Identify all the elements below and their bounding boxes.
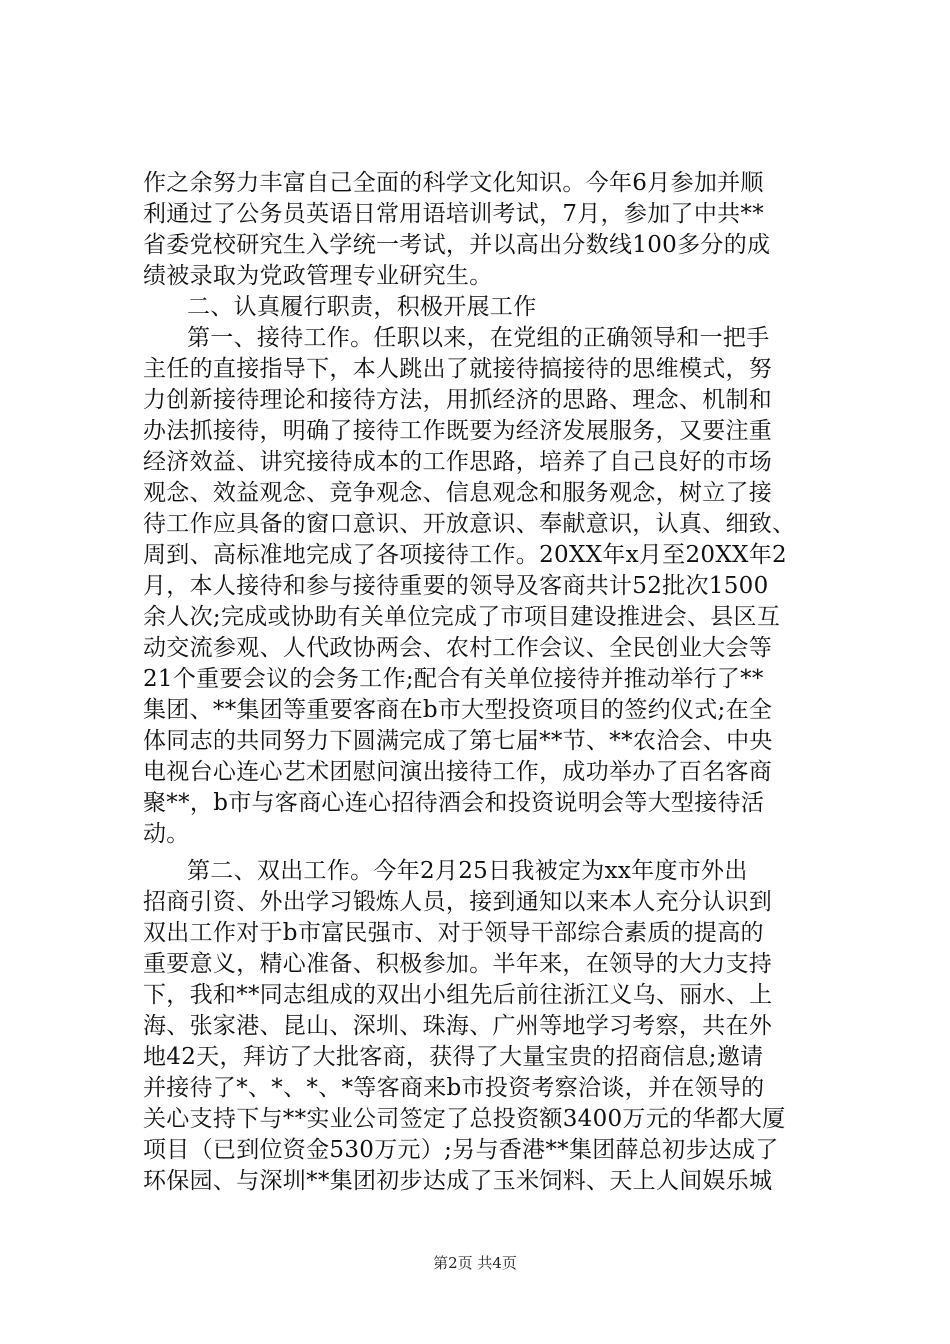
text-line: 并接待了*、*、*、*等客商来b市投资考察洽谈，并在领导的 <box>143 1075 765 1101</box>
paragraph-start: 第一、接待工作。任职以来，在党组的正确领导和一把手 <box>187 325 770 351</box>
text-line: 集团、**集团等重要客商在b市大型投资项目的签约仪式;在全 <box>143 697 773 723</box>
text-line: 余人次;完成或协助有关单位完成了市项目建设推进会、县区互 <box>143 604 781 630</box>
text-line: 项目（已到位资金530万元）;另与香港**集团薛总初步达成了 <box>143 1137 779 1163</box>
text-line: 电视台心连心艺术团慰问演出接待工作，成功举办了百名客商 <box>143 759 773 785</box>
text-line: 体同志的共同努力下圆满完成了第七届**节、**农洽会、中央 <box>143 728 773 754</box>
text-line: 地42天，拜访了大批客商，获得了大量宝贵的招商信息;邀请 <box>143 1044 764 1070</box>
text-line: 重要意义，精心准备、积极参加。半年来，在领导的大力支持 <box>143 951 773 977</box>
text-line: 主任的直接指导下，本人跳出了就接待搞接待的思维模式，努 <box>143 356 773 382</box>
text-line: 动。 <box>143 821 190 847</box>
text-line: 关心支持下与**实业公司签定了总投资额3400万元的华都大厦 <box>143 1106 786 1132</box>
text-line: 利通过了公务员英语日常用语培训考试，7月，参加了中共** <box>143 201 765 227</box>
text-line: 周到、高标准地完成了各项接待工作。20XX年x月至20XX年2 <box>143 542 787 568</box>
text-line: 作之余努力丰富自己全面的科学文化知识。今年6月参加并顺 <box>143 170 764 196</box>
text-line: 招商引资、外出学习锻炼人员，接到通知以来本人充分认识到 <box>143 889 773 915</box>
text-line: 下，我和**同志组成的双出小组先后前往浙江义乌、丽水、上 <box>143 982 773 1008</box>
section-heading: 二、认真履行职责，积极开展工作 <box>187 294 537 320</box>
page-footer: 第2页 共4页 <box>433 1254 517 1272</box>
text-line: 海、张家港、昆山、深圳、珠海、广州等地学习考察，共在外 <box>143 1013 773 1039</box>
text-line: 经济效益、讲究接待成本的工作思路，培养了自己良好的市场 <box>143 449 773 475</box>
text-line: 省委党校研究生入学统一考试，并以高出分数线100多分的成 <box>143 232 771 258</box>
text-line: 环保园、与深圳**集团初步达成了玉米饲料、天上人间娱乐城 <box>143 1168 773 1194</box>
text-line: 待工作应具备的窗口意识、开放意识、奉献意识，认真、细致、 <box>143 511 796 537</box>
text-line: 21个重要会议的会务工作;配合有关单位接待并推动举行了** <box>143 666 764 692</box>
text-line: 观念、效益观念、竞争观念、信息观念和服务观念，树立了接 <box>143 480 773 506</box>
text-line: 聚**，b市与客商心连心招待酒会和投资说明会等大型接待活 <box>143 790 765 816</box>
text-line: 力创新接待理论和接待方法，用抓经济的思路、理念、机制和 <box>143 387 773 413</box>
text-line: 动交流参观、人代政协两会、农村工作会议、全民创业大会等 <box>143 635 773 661</box>
text-line: 双出工作对于b市富民强市、对于领导干部综合素质的提高的 <box>143 920 764 946</box>
text-line: 月，本人接待和参与接待重要的领导及客商共计52批次1500 <box>143 573 769 599</box>
text-line: 绩被录取为党政管理专业研究生。 <box>143 263 493 289</box>
paragraph-start: 第二、双出工作。今年2月25日我被定为xx年度市外出 <box>187 858 748 884</box>
text-line: 办法抓接待，明确了接待工作既要为经济发展服务，又要注重 <box>143 418 773 444</box>
